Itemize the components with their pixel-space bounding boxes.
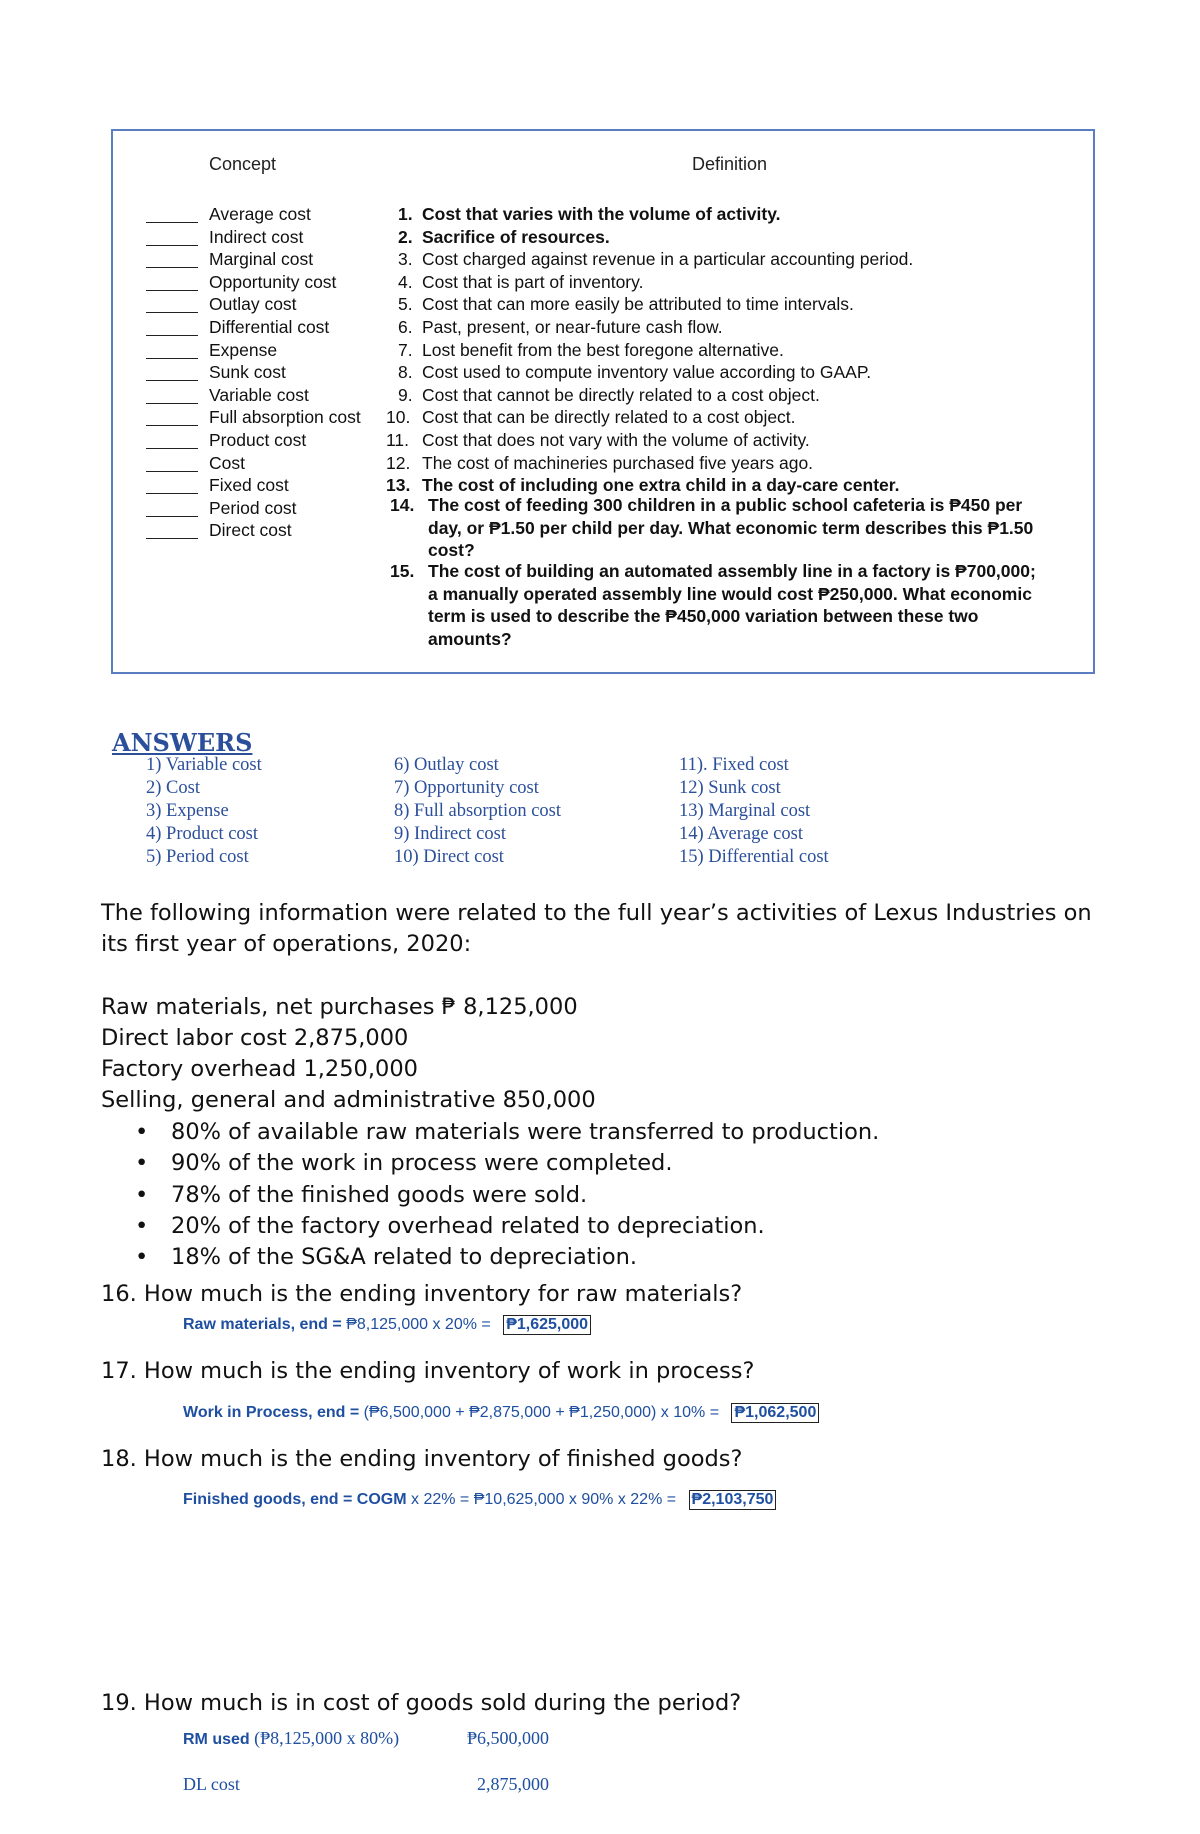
- calc-18-label: Finished goods, end = COGM: [183, 1491, 412, 1508]
- concept-item: Sunk cost: [209, 362, 286, 383]
- answer-blank[interactable]: [146, 403, 198, 404]
- concept-item: Expense: [209, 339, 278, 360]
- concept-item: Product cost: [209, 430, 307, 450]
- answer-blank[interactable]: [146, 245, 198, 246]
- definition-item: [390, 494, 1040, 562]
- definition-number: 8.: [398, 362, 413, 383]
- answer-blank[interactable]: [146, 493, 198, 494]
- cogs-rm-label-bold: RM used: [183, 1731, 255, 1748]
- bullet-dot: •: [135, 1119, 149, 1145]
- answer-blank[interactable]: [146, 380, 198, 381]
- definition-number: 12.: [386, 452, 411, 473]
- answer-blank[interactable]: [146, 448, 198, 449]
- answer-item: 8) Full absorption cost: [394, 801, 562, 821]
- calc-16-label: Raw materials, end =: [183, 1316, 347, 1333]
- definition-number: 7.: [398, 339, 413, 360]
- definition-item: [398, 204, 781, 225]
- concept-item: Indirect cost: [209, 226, 304, 247]
- calc-18-expr: x 22% = ₱10,625,000 x 90% x 22% =: [411, 1491, 681, 1508]
- intro-line-1: The following information were related to the full year’s activities of Lexus Industries on: [101, 900, 1092, 926]
- definition-item: [398, 227, 610, 248]
- answer-blank[interactable]: [146, 471, 198, 472]
- definition-number: 6.: [398, 317, 413, 337]
- definition-number: 4.: [398, 271, 413, 292]
- answer-item: 2) Cost: [146, 778, 200, 798]
- answer-18: ₱2,103,750: [689, 1490, 777, 1510]
- answer-blank[interactable]: [146, 538, 198, 539]
- answer-blank[interactable]: [146, 335, 198, 336]
- definition-item: [386, 407, 796, 428]
- definition-text: Lost benefit from the best foregone alternative.: [422, 339, 784, 360]
- cogs-rm-value: ₱6,500,000: [467, 1728, 550, 1748]
- definition-item: [386, 453, 813, 474]
- definition-text: Cost charged against revenue in a particular accounting period.: [422, 249, 914, 270]
- concept-item: Full absorption cost: [209, 407, 361, 428]
- answer-item: 11). Fixed cost: [679, 755, 789, 775]
- data-factory-overhead: Factory overhead 1,250,000: [101, 1056, 418, 1082]
- concept-item: Average cost: [209, 204, 311, 224]
- definition-text: Cost that cannot be directly related to a cost object.: [422, 384, 820, 405]
- answer-blank[interactable]: [146, 222, 198, 223]
- definition-item: [398, 249, 913, 270]
- answer-item: 7) Opportunity cost: [394, 778, 539, 798]
- question-17: 17. How much is the ending inventory of work in process?: [101, 1358, 755, 1384]
- calc-18: [183, 1490, 776, 1510]
- definition-item: [398, 272, 643, 293]
- definition-number: 13.: [386, 475, 411, 496]
- answer-item: 15) Differential cost: [679, 847, 829, 867]
- concept-item: Cost: [209, 452, 245, 473]
- definition-text: Cost that can more easily be attributed to time intervals.: [422, 294, 854, 315]
- answer-item: 3) Expense: [146, 801, 229, 821]
- definition-item: [398, 385, 820, 406]
- cogs-rm-label: [183, 1728, 399, 1749]
- concept-item: Fixed cost: [209, 475, 289, 496]
- bullet-item: 90% of the work in process were completed.: [171, 1150, 673, 1177]
- bullet-dot: •: [135, 1150, 149, 1177]
- calc-17-expr: (₱6,500,000 + ₱2,875,000 + ₱1,250,000) x 10% =: [363, 1404, 724, 1421]
- question-16: 16. How much is the ending inventory for raw materials?: [101, 1281, 743, 1307]
- header-definition: Definition: [692, 154, 768, 174]
- definition-text: Cost that is part of inventory.: [422, 271, 644, 292]
- answer-blank[interactable]: [146, 425, 198, 426]
- definition-text: Cost used to compute inventory value according to GAAP.: [422, 362, 872, 383]
- definition-text: The cost of including one extra child in a day-care center.: [422, 475, 900, 496]
- answer-item: 6) Outlay cost: [394, 755, 499, 775]
- answer-item: 5) Period cost: [146, 847, 249, 867]
- definition-number: 14.: [390, 495, 415, 515]
- answer-16: ₱1,625,000: [503, 1315, 591, 1335]
- definition-text: Past, present, or near-future cash flow.: [422, 317, 723, 337]
- definition-number: 2.: [398, 226, 413, 247]
- definition-text: Cost that does not vary with the volume of activity.: [422, 430, 810, 450]
- calc-16-expr: ₱8,125,000 x 20% =: [346, 1316, 496, 1333]
- answer-item: 4) Product cost: [146, 824, 259, 844]
- concept-item: Direct cost: [209, 520, 292, 541]
- definition-item: [398, 340, 784, 361]
- bullet-dot: •: [135, 1212, 149, 1239]
- answer-blank[interactable]: [146, 312, 198, 313]
- definition-number: 1.: [398, 204, 413, 224]
- bullet-item: 18% of the SG&A related to depreciation.: [171, 1244, 638, 1271]
- answer-item: 12) Sunk cost: [679, 778, 781, 798]
- bullet-item: 78% of the finished goods were sold.: [171, 1181, 588, 1208]
- answer-item: 10) Direct cost: [394, 847, 504, 867]
- intro-line-2: its first year of operations, 2020:: [101, 931, 472, 957]
- answer-blank[interactable]: [146, 516, 198, 517]
- concept-item: Differential cost: [209, 317, 330, 337]
- question-18: 18. How much is the ending inventory of finished goods?: [101, 1446, 743, 1472]
- cogs-rm-label-rest: (₱8,125,000 x 80%): [254, 1728, 400, 1748]
- answer-item: 13) Marginal cost: [679, 801, 811, 821]
- definition-number: 3.: [398, 249, 413, 270]
- definition-text: The cost of machineries purchased five years ago.: [422, 452, 814, 473]
- bullet-item: 80% of available raw materials were transferred to production.: [171, 1119, 880, 1145]
- concept-item: Opportunity cost: [209, 271, 337, 292]
- bullet-dot: •: [135, 1181, 149, 1208]
- answers-heading: ANSWERS: [112, 728, 253, 757]
- definition-item: [390, 560, 1050, 650]
- definition-text: The cost of building an automated assembly line in a factory is ₱700,000; a manually operated assembly line would cost ₱250,000. What economic term is used to describe the ₱450,000 variation between these two amounts?: [428, 561, 1036, 649]
- data-direct-labor: Direct labor cost 2,875,000: [101, 1025, 409, 1051]
- definition-number: 10.: [386, 407, 411, 428]
- answer-blank[interactable]: [146, 358, 198, 359]
- definition-number: 9.: [398, 384, 413, 405]
- definition-number: 15.: [390, 561, 415, 581]
- calc-17-label: Work in Process, end =: [183, 1404, 364, 1421]
- definition-text: Cost that can be directly related to a cost object.: [422, 407, 796, 428]
- bullet-dot: •: [135, 1244, 149, 1271]
- definition-text: Sacrifice of resources.: [422, 226, 610, 247]
- data-raw-materials: Raw materials, net purchases ₱ 8,125,000: [101, 994, 578, 1020]
- answer-item: 9) Indirect cost: [394, 824, 506, 844]
- calc-17: [183, 1403, 819, 1423]
- concept-item: Marginal cost: [209, 249, 314, 270]
- definition-text: The cost of feeding 300 children in a public school cafeteria is ₱450 per day, or ₱1.50 per child per day. What economic term describes this ₱1.50 cost?: [428, 495, 1034, 560]
- data-sga: Selling, general and administrative 850,000: [101, 1087, 596, 1113]
- definition-item: [386, 430, 810, 451]
- definition-number: 11.: [386, 430, 410, 450]
- concept-item: Variable cost: [209, 384, 309, 405]
- answer-item: 14) Average cost: [679, 824, 803, 844]
- calc-16: [183, 1315, 591, 1335]
- answer-item: 1) Variable cost: [146, 755, 262, 775]
- answer-blank[interactable]: [146, 290, 198, 291]
- definition-text: Cost that varies with the volume of activity.: [422, 204, 781, 224]
- cogs-dl-label: DL cost: [183, 1774, 240, 1794]
- definition-item: [398, 362, 871, 383]
- definition-item: [398, 317, 723, 338]
- concept-item: Outlay cost: [209, 294, 297, 315]
- answer-blank[interactable]: [146, 267, 198, 268]
- bullet-item: 20% of the factory overhead related to depreciation.: [171, 1212, 765, 1239]
- question-19: 19. How much is in cost of goods sold during the period?: [101, 1690, 742, 1716]
- definition-item: [398, 294, 854, 315]
- answer-17: ₱1,062,500: [731, 1403, 819, 1423]
- concept-item: Period cost: [209, 497, 297, 518]
- definition-number: 5.: [398, 294, 413, 315]
- header-concept: Concept: [209, 154, 277, 174]
- cogs-dl-value: 2,875,000: [477, 1774, 549, 1794]
